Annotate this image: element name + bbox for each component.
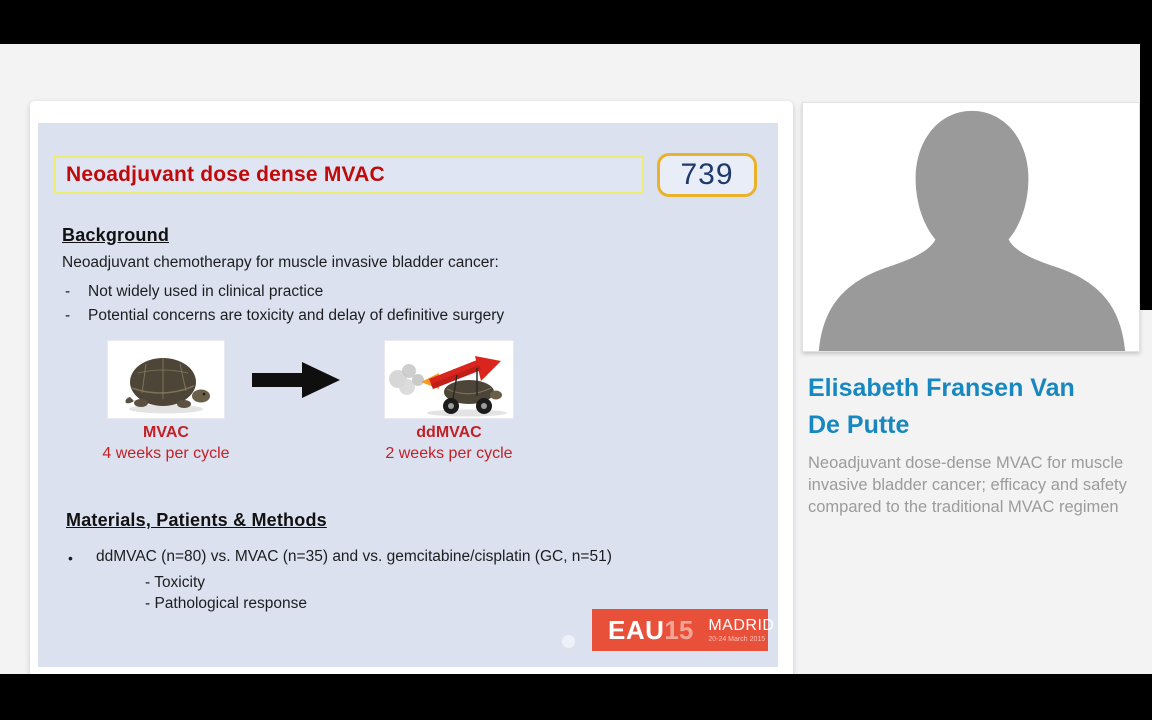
eau-logo-org: EAU — [608, 614, 665, 645]
right-arrow-icon — [252, 360, 340, 400]
mvac-sublabel: 4 weeks per cycle — [102, 445, 230, 462]
dash-marker: - — [65, 283, 71, 300]
abstract-number: 739 — [680, 158, 734, 191]
ddmvac-sublabel: 2 weeks per cycle — [385, 445, 513, 462]
methods-sub-bullet-2: - Pathological response — [145, 595, 307, 612]
background-heading: Background — [62, 225, 170, 245]
methods-heading: Materials, Patients & Methods — [66, 510, 327, 530]
dash-marker: - — [65, 307, 71, 324]
eau-congress-logo — [592, 609, 775, 651]
background-intro: Neoadjuvant chemotherapy for muscle invasive bladder cancer: — [62, 254, 499, 271]
ddmvac-label: ddMVAC — [416, 424, 482, 441]
eau-logo-year: 15 — [664, 614, 694, 645]
background-bullet-2: Potential concerns are toxicity and delay of definitive surgery — [88, 307, 505, 324]
letterbox-top — [0, 0, 1152, 44]
person-silhouette-icon — [803, 102, 1140, 351]
letterbox-bottom — [0, 674, 1152, 720]
methods-bullet-text: ddMVAC (n=80) vs. MVAC (n=35) and vs. gemcitabine/cisplatin (GC, n=51) — [96, 548, 612, 565]
abstract-number-box — [657, 153, 757, 197]
eau-logo-dates: 20-24 March 2015 — [708, 635, 766, 643]
turtle-graphic — [108, 341, 224, 418]
mvac-label: MVAC — [143, 424, 189, 441]
letterbox-right-notch — [1140, 0, 1152, 310]
watermark-icon — [562, 635, 575, 648]
slide — [38, 123, 778, 667]
slide-title-box — [54, 156, 644, 194]
bullet-dot-marker: • — [68, 550, 73, 566]
speaker-photo-card — [802, 102, 1140, 352]
speaker-name: Elisabeth Fransen Van De Putte — [808, 374, 1075, 439]
eau-logo-place — [708, 618, 774, 643]
rocket-turtle-graphic — [385, 341, 513, 418]
slide-title: Neoadjuvant dose dense MVAC — [66, 163, 385, 186]
speaker-talk-title: Neoadjuvant dose-dense MVAC for muscle invasive bladder cancer; efficacy and safety compared to the traditional MVAC regimen — [808, 454, 1127, 516]
content-area — [0, 44, 1152, 674]
background-bullet-1: Not widely used in clinical practice — [88, 283, 324, 300]
methods-sub-bullet-1: - Toxicity — [145, 574, 206, 591]
slide-card — [30, 101, 793, 685]
turtle-image — [108, 341, 224, 418]
eau-logo-city: MADRID — [708, 616, 775, 634]
rocket-turtle-image — [385, 341, 513, 418]
